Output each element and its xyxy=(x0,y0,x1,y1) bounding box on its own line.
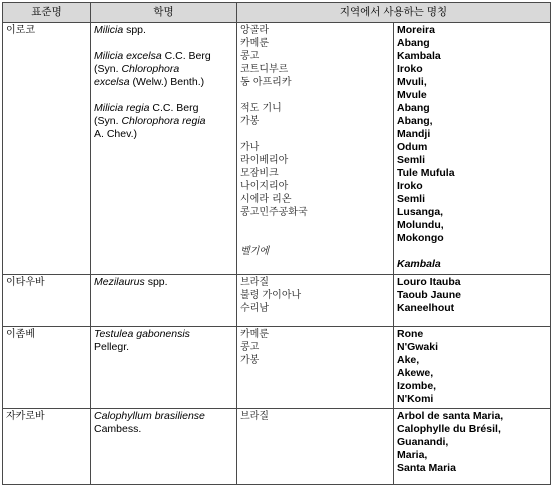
scientific-name-italic: Milicia excelsa xyxy=(94,50,162,62)
scientific-name-italic: excelsa xyxy=(94,76,130,88)
region-name: 브라질 xyxy=(240,411,269,422)
local-name: Mokongo xyxy=(397,232,444,244)
scientific-name-italic: Milicia regia xyxy=(94,102,150,114)
header-scientific-name: 학명 xyxy=(91,3,237,23)
authority-text: C.C. Berg xyxy=(149,102,199,114)
standard-name: 이타우바 xyxy=(6,277,45,288)
region-name: 불령 가이아나 xyxy=(240,290,302,301)
region-name: 카메룬 xyxy=(240,38,269,49)
local-name: Rone xyxy=(397,328,424,340)
scientific-name-line xyxy=(94,102,233,115)
scientific-name-line xyxy=(94,50,233,63)
table-row xyxy=(3,23,551,275)
region-name: 나이지리아 xyxy=(240,181,289,192)
local-name-cell xyxy=(394,409,551,485)
scientific-name-italic: Mezilaurus xyxy=(94,276,145,288)
region-name: 벨기에 xyxy=(240,246,269,257)
names-table-container xyxy=(2,2,550,484)
local-name-cell xyxy=(394,23,551,275)
region-cell xyxy=(237,275,394,327)
scientific-name-line xyxy=(94,128,233,141)
region-name: 콩고 xyxy=(240,342,260,353)
scientific-name-line xyxy=(94,410,233,423)
local-name: Abang, xyxy=(397,115,433,127)
table-row xyxy=(3,327,551,409)
region-name: 시에라 리온 xyxy=(240,194,292,205)
region-name: 브라질 xyxy=(240,277,269,288)
local-name: Kambala xyxy=(397,50,441,62)
line-gap xyxy=(240,219,390,232)
header-local-names: 지역에서 사용하는 명칭 xyxy=(237,3,551,23)
scientific-name-line xyxy=(94,328,233,341)
local-name: Abang xyxy=(397,102,430,114)
local-name: Mandji xyxy=(397,128,431,140)
region-name: 수리남 xyxy=(240,303,269,314)
scientific-name-line xyxy=(94,76,233,89)
region-name: 카메룬 xyxy=(240,329,269,340)
standard-name: 자카로바 xyxy=(6,411,45,422)
region-name: 앙골라 xyxy=(240,25,269,36)
line-gap xyxy=(94,37,233,50)
local-name: Ake, xyxy=(397,354,420,366)
region-name: 가봉 xyxy=(240,355,260,366)
local-name: Odum xyxy=(397,141,428,153)
local-name: Calophylle du Brésil, xyxy=(397,423,501,435)
local-name: Mvuli, xyxy=(397,76,427,88)
local-name: N'Komi xyxy=(397,393,434,405)
authority-text: spp. xyxy=(123,24,146,36)
standard-name: 이좀베 xyxy=(6,329,35,340)
region-name: 가봉 xyxy=(240,116,260,127)
scientific-name-text: A. Chev.) xyxy=(94,128,137,140)
local-name: Molundu, xyxy=(397,219,444,231)
region-name: 코트디부르 xyxy=(240,64,289,75)
local-name: Taoub Jaune xyxy=(397,289,461,301)
local-name: Mvule xyxy=(397,89,427,101)
header-row xyxy=(3,3,551,23)
region-cell xyxy=(237,327,394,409)
local-name: Santa Maria xyxy=(397,462,456,474)
region-name: 콩고민주공화국 xyxy=(240,207,308,218)
authority-text: (Welw.) Benth.) xyxy=(129,76,205,88)
scientific-name-italic: Testulea gabonensis xyxy=(94,328,190,340)
local-name: N'Gwaki xyxy=(397,341,439,353)
scientific-name-text: (Syn. xyxy=(94,115,122,127)
region-name: 콩고 xyxy=(240,51,260,62)
local-name: Kaneelhout xyxy=(397,302,455,314)
scientific-name-text: Cambess. xyxy=(94,423,142,435)
authority-text: spp. xyxy=(144,276,168,288)
table-body xyxy=(3,23,551,485)
local-name: Maria, xyxy=(397,449,428,461)
local-name-cell xyxy=(394,327,551,409)
local-name: Louro Itauba xyxy=(397,276,461,288)
local-name: Moreira xyxy=(397,24,435,36)
region-name: 라이베리아 xyxy=(240,155,289,166)
local-name: Semli xyxy=(397,154,426,166)
authority-text: C.C. Berg xyxy=(161,50,211,62)
standard-name: 이로코 xyxy=(6,25,35,36)
region-name: 모잠비크 xyxy=(240,168,279,179)
region-name: 가나 xyxy=(240,142,260,153)
standard-name-cell xyxy=(3,327,91,409)
scientific-name-cell xyxy=(91,327,237,409)
scientific-name-line xyxy=(94,115,233,128)
line-gap xyxy=(240,232,390,245)
local-name: Izombe, xyxy=(397,380,437,392)
local-name: Guanandi, xyxy=(397,436,449,448)
scientific-name-line xyxy=(94,423,233,436)
scientific-name-italic: Milicia xyxy=(94,24,124,36)
scientific-name-cell xyxy=(91,23,237,275)
scientific-name-italic: Calophyllum brasiliense xyxy=(94,410,205,422)
scientific-name-cell xyxy=(91,275,237,327)
region-name: 적도 기니 xyxy=(240,103,282,114)
table-row xyxy=(3,409,551,485)
line-gap xyxy=(240,89,390,102)
region-cell xyxy=(237,23,394,275)
local-name: Abang xyxy=(397,37,430,49)
standard-name-cell xyxy=(3,275,91,327)
scientific-name-line xyxy=(94,24,233,37)
line-gap xyxy=(94,89,233,102)
region-cell xyxy=(237,409,394,485)
local-name: Arbol de santa Maria, xyxy=(397,410,504,422)
scientific-name-text: Pellegr. xyxy=(94,341,130,353)
scientific-name-line xyxy=(94,341,233,354)
synonym-italic: Chlorophora xyxy=(121,63,180,75)
local-name: Iroko xyxy=(397,180,423,192)
local-name: Lusanga, xyxy=(397,206,444,218)
scientific-name-line xyxy=(94,63,233,76)
local-name-cell xyxy=(394,275,551,327)
scientific-name-text: (Syn. xyxy=(94,63,122,75)
local-name: Kambala xyxy=(397,258,441,270)
line-gap xyxy=(240,128,390,141)
scientific-name-cell xyxy=(91,409,237,485)
local-name: Akewe, xyxy=(397,367,434,379)
local-name: Semli xyxy=(397,193,426,205)
local-name: Tule Mufula xyxy=(397,167,455,179)
line-gap xyxy=(397,245,547,258)
standard-name-cell xyxy=(3,23,91,275)
region-name: 동 아프리카 xyxy=(240,77,292,88)
header-standard-name: 표준명 xyxy=(3,3,91,23)
wood-names-table xyxy=(2,2,551,485)
standard-name-cell xyxy=(3,409,91,485)
table-row xyxy=(3,275,551,327)
synonym-italic: Chlorophora regia xyxy=(121,115,206,127)
local-name: Iroko xyxy=(397,63,423,75)
scientific-name-line xyxy=(94,276,233,289)
